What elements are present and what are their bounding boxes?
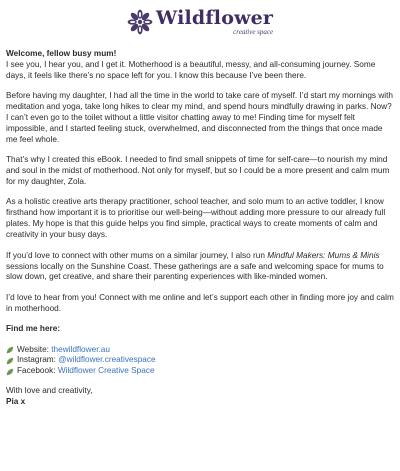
website-row <box>6 345 394 356</box>
mindful-makers-lead: If you’d love to connect with other mums on a similar journey, I also run <box>6 250 268 260</box>
mindful-makers-title: Mindful Makers: Mums & Minis <box>267 250 380 260</box>
instagram-row <box>6 355 394 366</box>
facebook-link[interactable]: Wildflower Creative Space <box>57 366 155 376</box>
author-name: Pia x <box>6 397 26 407</box>
instagram-label: Instagram: <box>17 355 56 365</box>
leaf-icon <box>6 357 14 365</box>
logo-tagline: creative space <box>233 27 274 36</box>
find-me-heading: Find me here: <box>6 324 61 334</box>
ebook-page <box>0 4 400 471</box>
greeting-heading: Welcome, fellow busy mum! <box>6 49 117 58</box>
mindful-makers-rest: sessions locally on the Sunshine Coast. These gatherings are a safe and welcoming space for mums to slow down, get creative, and share their parenting experiences with like-minded women. <box>6 261 384 282</box>
intro-text: I see you, I hear you, and I get it. Motherhood is a beautiful, messy, and all-consuming journey. Some days, it feels like there’s no space left for you. I know this because I’ve been there. <box>6 59 376 80</box>
leaf-icon <box>6 346 14 354</box>
website-label: Website: <box>17 344 49 354</box>
letter-body <box>6 49 394 408</box>
logo-wordmark: Wildflower <box>155 6 274 29</box>
website-link[interactable]: thewildflower.au <box>51 344 110 354</box>
connect-paragraph: I’d love to hear from you! Connect with me online and let’s support each other in finding more joy and calm in motherhood. <box>6 292 394 313</box>
mindful-makers-paragraph <box>6 251 394 284</box>
wildflower-logo <box>6 4 394 40</box>
closing-line: With love and creativity, <box>6 386 93 396</box>
ebook-paragraph: That’s why I created this eBook. I needed to find small snippets of time for self-care—to nourish my mind and soul in the midst of motherhood. Not only for myself, but so I could be a more present and calm mum for my daughter, Zola. <box>6 155 390 187</box>
facebook-row <box>6 366 394 377</box>
logo-text <box>155 6 274 36</box>
leaf-icon <box>6 368 14 376</box>
flower-mandala-icon <box>127 9 153 35</box>
intro-paragraph <box>6 49 394 82</box>
facebook-label: Facebook: <box>17 366 56 376</box>
contact-section <box>6 324 394 377</box>
practitioner-paragraph: As a holistic creative arts therapy practitioner, school teacher, and solo mum to an active toddler, I know firsthand how important it is to prioritise our well-being—without adding more pressure to our already full plates. My hope is that this guide helps you find simple, practical ways to create moments of calm and creativity in your busy days. <box>6 197 386 240</box>
signoff <box>6 386 394 408</box>
story-paragraph: Before having my daughter, I had all the time in the world to take care of myself. I’d start my mornings with meditation and yoga, take long hikes to clear my mind, and spend hours mindfully drawing in parks. Now? I can’t even go to the toilet without a little visitor chatting away to me! Finding time for myself felt impossible, and I started feeling stuck, overwhelmed, and disconnected from the things that once made me feel whole. <box>6 91 394 144</box>
instagram-link[interactable]: @wildflower.creativespace <box>58 355 156 365</box>
